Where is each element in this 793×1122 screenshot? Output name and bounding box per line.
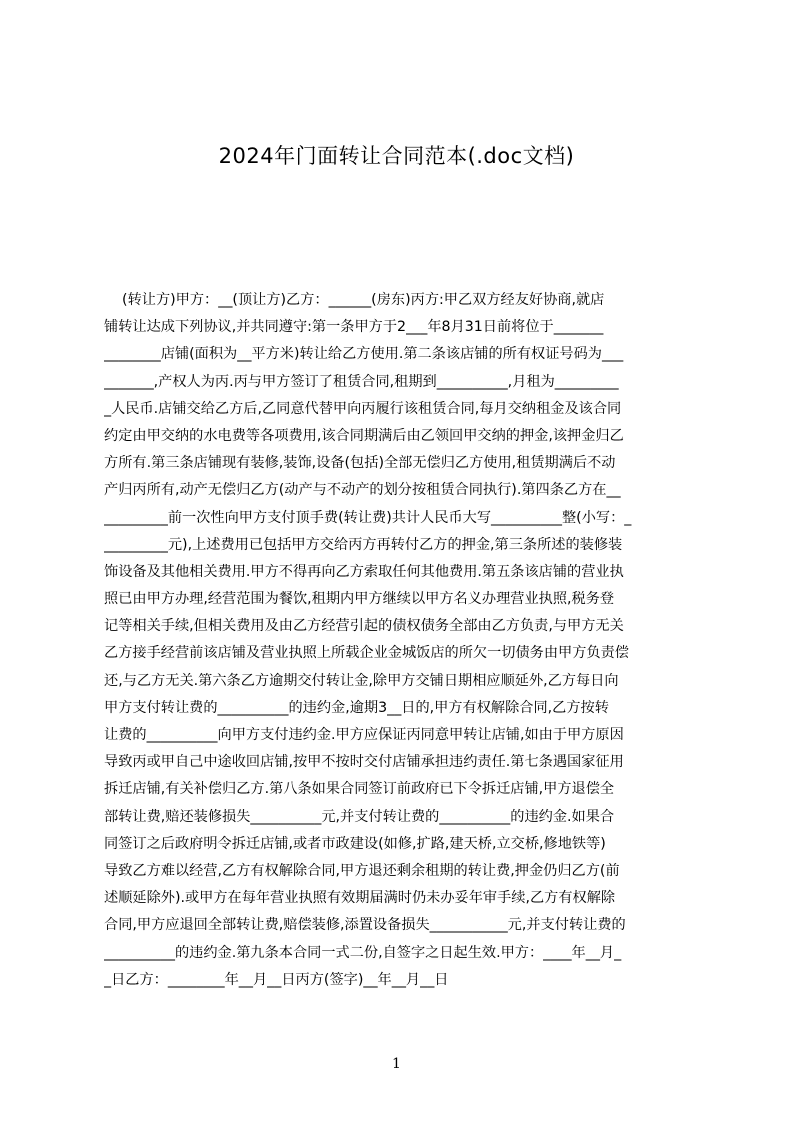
body-line: 产归丙所有,动产无偿归乙方(动产与不动产的划分按租赁合同执行).第四条乙方在__ — [104, 482, 621, 499]
body-line: 饰设备及其他相关费用.甲方不得再向乙方索取任何其他费用.第五条该店铺的营业执 — [104, 563, 624, 580]
body-line: 导致乙方难以经营,乙方有权解除合同,甲方退还剩余租期的转让费,押金仍归乙方(前 — [104, 862, 620, 879]
body-line: _人民币.店铺交给乙方后,乙同意代替甲向丙履行该租赁合同,每月交纳租金及该合同 — [104, 400, 622, 417]
body-line: 铺转让达成下列协议,并共同遵守:第一条甲方于2___年8月31日前将位于_______ — [104, 319, 604, 336]
body-line: 合同,甲方应退回全部转让费,赔偿装修,添置设备损失___________元,并支付转让费的 — [104, 917, 626, 934]
body-line: 记等相关手续,但相关费用及由乙方经营引起的债权债务全部由乙方负责,与甲方无关 — [104, 618, 624, 635]
body-line: 照已由甲方办理,经营范围为餐饮,租期内甲方继续以甲方名义办理营业执照,税务登 — [104, 591, 615, 608]
body-line: 乙方接手经营前该店铺及营业执照上所载企业金城饭店的所欠一切债务由甲方负责偿 — [104, 645, 629, 662]
body-line: 约定由甲交纳的水电费等各项费用,该合同期满后由乙领回甲交纳的押金,该押金归乙 — [104, 427, 624, 444]
body-line: 拆迁店铺,有关补偿归乙方.第八条如果合同签订前政府已下令拆迁店铺,甲方退偿全 — [104, 781, 615, 798]
body-line: 甲方支付转让费的__________的违约金,逾期3__日的,甲方有权解除合同,乙方按转 — [104, 699, 609, 716]
body-line: ________店铺(面积为__平方米)转让给乙方使用.第二条该店铺的所有权证号码为___ — [104, 346, 624, 363]
body-line: 述顺延除外).或甲方在每年营业执照有效期届满时仍未办妥年审手续,乙方有权解除 — [104, 890, 616, 907]
body-line: 还,与乙方无关.第六条乙方逾期交付转让金,除甲方交铺日期相应顺延外,乙方每日向 — [104, 672, 619, 689]
body-line: 让费的__________向甲方支付违约金.甲方应保证丙同意甲转让店铺,如由于甲方原因 — [104, 727, 624, 743]
body-line: 同签订之后政府明令拆迁店铺,或者市政建设(如修,扩路,建天桥,立交桥,修地铁等) — [104, 835, 606, 852]
page-number: 1 — [392, 1056, 401, 1072]
body-line: _日乙方：________年__月__日丙方(签字)__年__月__日 — [104, 971, 449, 988]
document-title: 2024年门面转让合同范本(.doc文档) — [218, 144, 575, 168]
body-line: (转让方)甲方：__(顶让方)乙方：______(房东)丙方:甲乙双方经友好协商,就店 — [104, 292, 605, 308]
contract-body — [104, 287, 698, 994]
body-line: _________前一次性向甲方支付顶手费(转让费)共计人民币大写__________整(小写：_ — [104, 509, 632, 526]
body-line: __________的违约金.第九条本合同一式二份,自签字之日起生效.甲方：____年__月_ — [104, 944, 622, 961]
body-line: _______,产权人为丙.丙与甲方签订了租赁合同,租期到__________,月租为_________ — [104, 373, 619, 390]
body-line: 导致丙或甲自己中途收回店铺,按甲不按时交付店铺承担违约责任.第七条遇国家征用 — [104, 754, 624, 771]
body-line: _________元),上述费用已包括甲方交给丙方再转付乙方的押金,第三条所述的装修装 — [104, 536, 623, 553]
body-line: 方所有.第三条店铺现有装修,装饰,设备(包括)全部无偿归乙方使用,租赁期满后不动 — [104, 455, 616, 472]
body-line: 部转让费,赔还装修损失__________元,并支付转让费的__________的违约金.如果合 — [104, 808, 615, 825]
